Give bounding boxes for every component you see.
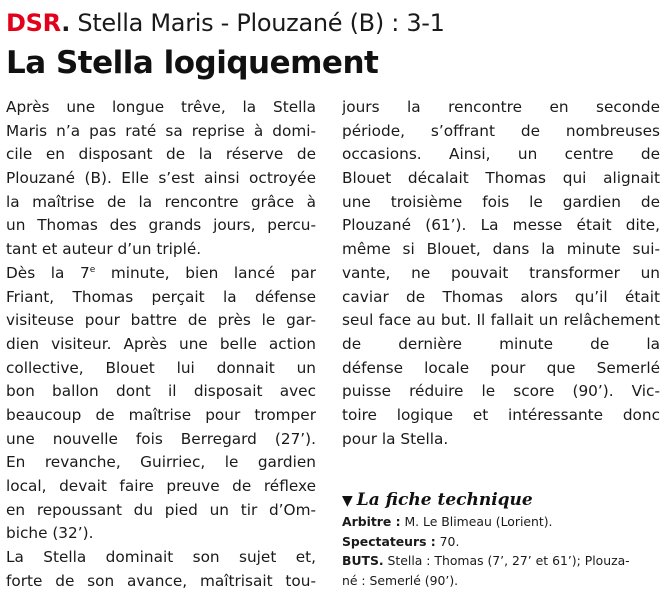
fiche-value: né : Semerlé (90’).	[342, 572, 459, 588]
fiche-row-spectators	[342, 532, 660, 552]
text-line: visiteuse pour battre de près le gar-	[6, 311, 316, 330]
text-line: tant et auteur d’un triplé.	[6, 240, 202, 259]
text-line: Friant, Thomas perçait la défense	[6, 287, 316, 306]
text-line: forte de son avance, maîtrisait tou-	[6, 571, 316, 590]
fiche-label: Arbitre :	[342, 514, 401, 529]
fiche-row-goals	[342, 551, 660, 571]
text-line: Maris n’a pas raté sa reprise à domi-	[6, 121, 316, 140]
text-line: dien visiteur. Après une belle action	[6, 334, 316, 353]
text-line: une troisième fois le gardien de	[342, 192, 660, 211]
fiche-label: BUTS.	[342, 553, 384, 568]
text-line: de dernière minute de la	[342, 334, 660, 353]
fiche-value: M. Le Blimeau (Lorient).	[400, 514, 553, 529]
text-line: cile en disposant de la réserve de	[6, 145, 316, 164]
category-label: DSR	[6, 9, 62, 37]
fiche-value: 70.	[435, 533, 460, 549]
text-line: caviar de Thomas alors qu’il était	[342, 287, 660, 306]
text-line: Blouet décalait Thomas qui alignait	[342, 169, 660, 188]
text-line: local, devait faire preuve de réflexe	[6, 477, 316, 495]
match-result: Stella Maris - Plouzané (B) : 3-1	[70, 9, 445, 37]
text-line: jours la rencontre en seconde	[342, 98, 660, 116]
fiche-value: Stella : Thomas (7’, 27’ et 61’); Plouza-	[383, 553, 630, 568]
ordinal-rest: minute, bien lancé par	[95, 263, 316, 282]
text-line: seul face au but. Il fallait un relâchement	[342, 311, 660, 330]
text-line: même si Blouet, dans la minute sui-	[342, 240, 660, 259]
text-line: Plouzané (61’). La messe était dite,	[342, 216, 660, 235]
text-line: collective, Blouet lui donnait un	[6, 358, 316, 377]
text-line: défense locale pour que Semerlé	[342, 358, 660, 377]
triangle-down-icon: ▼	[342, 493, 353, 509]
text-line: En revanche, Guirriec, le gardien	[6, 453, 316, 472]
text-line: biche (32’).	[6, 524, 94, 543]
text-line: beaucoup de maîtrise pour tromper	[6, 405, 316, 424]
ordinal-suffix: e	[89, 264, 96, 275]
fiche-row-goals-cont	[342, 571, 660, 591]
text-line: période, s’offrant de nombreuses	[342, 121, 660, 140]
text-line: toire logique et intéressante donc	[342, 405, 660, 424]
article-column-right	[342, 96, 660, 451]
fiche-title-text: La fiche technique	[356, 490, 533, 510]
text-line: Plouzané (B). Elle s’est ainsi octroyée	[6, 169, 316, 188]
text-line: en repoussant du pied un tir d’Om-	[6, 500, 316, 519]
article-kicker	[6, 6, 445, 40]
text-line: Après une longue trêve, la Stella	[6, 98, 316, 116]
fiche-row-referee	[342, 512, 660, 532]
text-line-ordinal	[6, 262, 316, 286]
article-column-left	[6, 96, 316, 593]
text-line: une nouvelle fois Berregard (27’).	[6, 429, 316, 448]
category-separator: .	[61, 9, 71, 37]
text-line: occasions. Ainsi, un centre de	[342, 145, 660, 164]
text-line: un Thomas des grands jours, percu-	[6, 216, 316, 235]
text-line: vante, ne pouvait transformer un	[342, 263, 660, 282]
text-line: la maîtrise de la rencontre grâce à	[6, 192, 316, 211]
text-line: puisse réduire le score (90’). Vic-	[342, 382, 660, 401]
article-headline: La Stella logiquement	[6, 45, 379, 81]
text-line: pour la Stella.	[342, 429, 449, 448]
ordinal-number: Dès la 7	[6, 263, 90, 282]
text-line: La Stella dominait son sujet et,	[6, 548, 316, 567]
fiche-technique	[342, 488, 660, 590]
fiche-label: Spectateurs :	[342, 533, 436, 549]
text-line: bon ballon dont il disposait avec	[6, 382, 316, 401]
fiche-title	[342, 488, 660, 512]
